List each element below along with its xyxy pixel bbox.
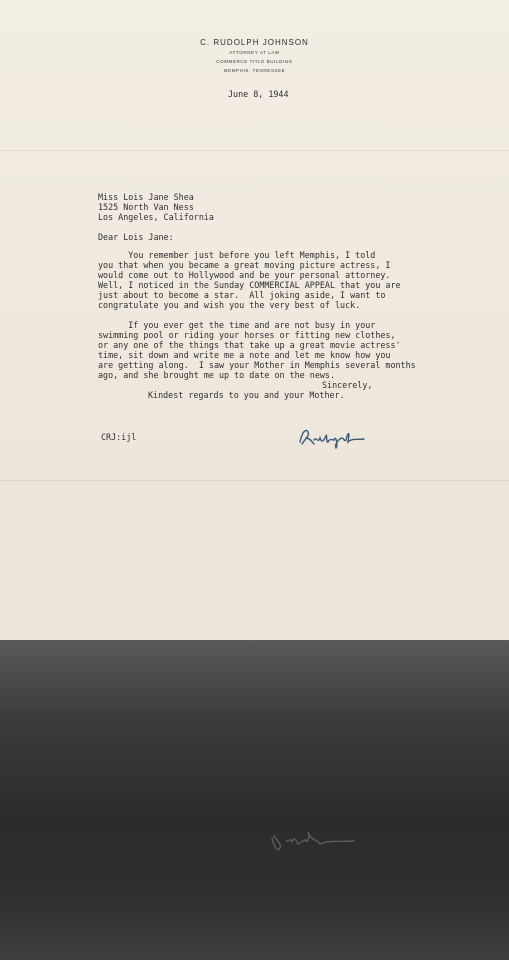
sign-off: Sincerely, — [322, 380, 373, 390]
paragraph-line: Well, I noticed in the Sunday COMMERCIAL APPEAL that you are — [98, 280, 401, 290]
recipient-city: Los Angeles, California — [98, 212, 214, 222]
closing-line: Kindest regards to you and your Mother. — [148, 390, 345, 400]
scan-shadow-area — [0, 640, 509, 960]
paragraph-line: would come out to Hollywood and be your personal attorney. — [98, 270, 391, 280]
paragraph-line: are getting along. I saw your Mother in Memphis several months — [98, 360, 416, 370]
paragraph-line: If you ever get the time and are not busy in your — [98, 320, 376, 330]
paragraph-line: or any one of the things that take up a great movie actress' — [98, 340, 401, 350]
paragraph-line: you that when you became a great moving picture actress, I — [98, 260, 391, 270]
letterhead-name: C. RUDOLPH JOHNSON — [200, 38, 309, 47]
recipient-street: 1525 North Van Ness — [98, 202, 194, 212]
body-paragraph-1 — [98, 250, 401, 310]
salutation: Dear Lois Jane: — [98, 232, 174, 242]
paragraph-line: congratulate you and wish you the very best of luck. — [98, 300, 361, 310]
letter-date: June 8, 1944 — [228, 89, 289, 99]
recipient-address — [98, 192, 214, 222]
paragraph-line: time, sit down and write me a note and let me know how you — [98, 350, 391, 360]
paragraph-line: swimming pool or riding your horses or fitting new clothes, — [98, 330, 396, 340]
body-paragraph-2 — [98, 320, 416, 380]
letterhead-building: COMMERCE TITLE BUILDING — [216, 59, 293, 64]
paragraph-line: ago, and she brought me up to date on the news. — [98, 370, 335, 380]
paragraph-line: You remember just before you left Memphis, I told — [98, 250, 376, 260]
paragraph-line: just about to become a star. All joking aside, I want to — [98, 290, 386, 300]
mirrored-signature — [268, 830, 358, 856]
paper-fold-line — [0, 150, 509, 151]
recipient-name: Miss Lois Jane Shea — [98, 192, 194, 202]
typist-initials: CRJ:ijl — [101, 432, 137, 442]
letterhead-city: MEMPHIS, TENNESSEE — [223, 68, 286, 73]
handwritten-signature — [296, 424, 368, 450]
letterhead-title: ATTORNEY AT LAW — [229, 50, 280, 55]
paper-fold-line — [0, 480, 509, 481]
